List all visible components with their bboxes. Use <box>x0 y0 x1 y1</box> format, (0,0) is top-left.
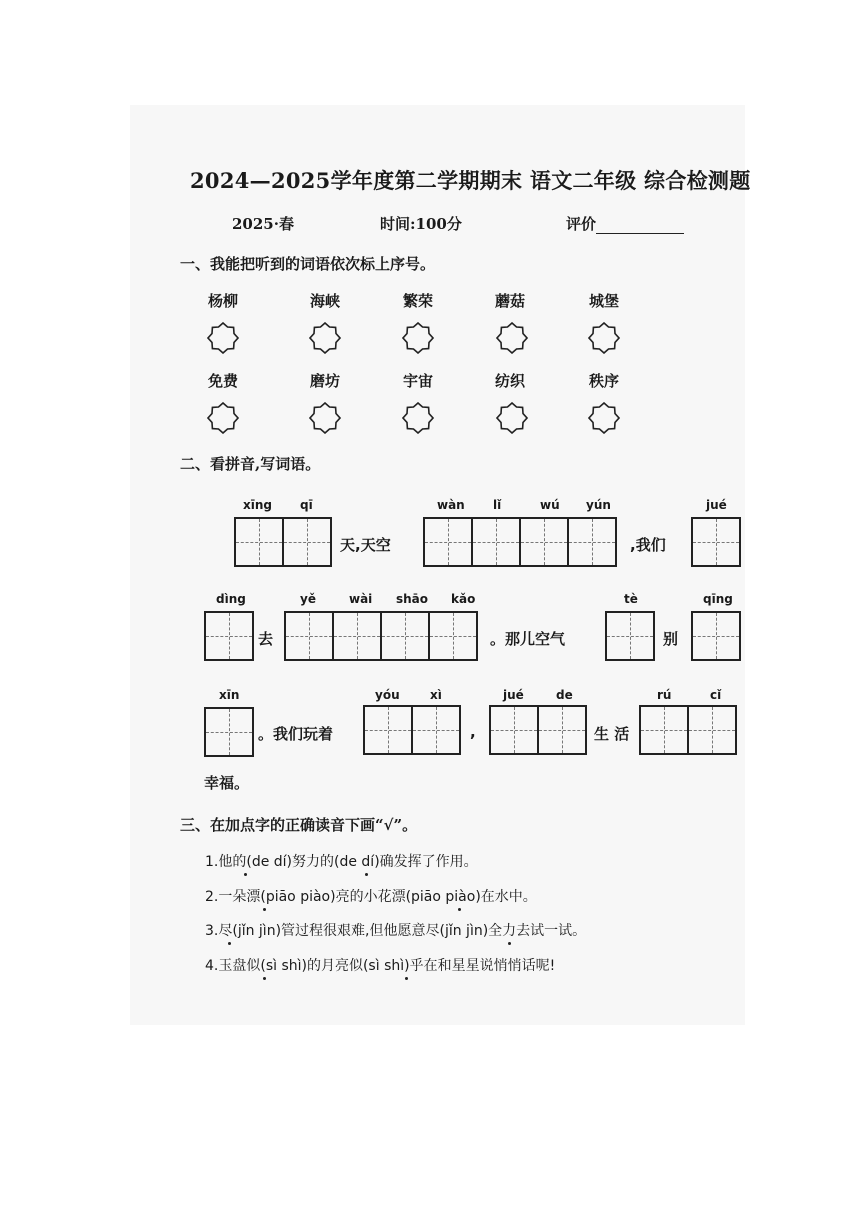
pinyin-label: xīn <box>219 688 240 702</box>
sentence-text: 幸福。 <box>204 774 250 792</box>
writing-cell[interactable] <box>332 611 382 661</box>
writing-cell[interactable] <box>489 705 539 755</box>
pinyin-label: xì <box>430 688 442 702</box>
writing-cell[interactable] <box>234 517 284 567</box>
pinyin-label: rú <box>657 688 672 702</box>
writing-cell[interactable] <box>423 517 473 567</box>
word-item: 海峡 <box>310 292 341 310</box>
writing-cell[interactable] <box>691 517 741 567</box>
pinyin-label: cǐ <box>710 688 722 702</box>
answer-star-icon[interactable] <box>588 322 620 354</box>
writing-cell[interactable] <box>363 705 413 755</box>
emphasis-dot <box>263 908 266 911</box>
emphasis-dot <box>263 977 266 980</box>
pinyin-label: wàn <box>437 498 465 512</box>
writing-grid[interactable] <box>489 705 585 755</box>
answer-star-icon[interactable] <box>207 322 239 354</box>
pinyin-label: kǎo <box>451 592 476 606</box>
sentence-text: 。那儿空气 <box>490 630 566 648</box>
writing-cell[interactable] <box>204 611 254 661</box>
sentence-text: , <box>470 723 476 741</box>
sentence-text: 天,天空 <box>340 536 391 554</box>
section-2-heading: 二、看拼音,写词语。 <box>180 455 321 473</box>
question-line: 1.他的(de dí)努力的(de dí)确发挥了作用。 <box>205 854 478 870</box>
pinyin-label: wú <box>540 498 560 512</box>
word-item: 磨坊 <box>310 372 341 390</box>
pinyin-label: lǐ <box>493 498 502 512</box>
pinyin-label: yě <box>300 592 316 606</box>
question-line: 4.玉盘似(sì shì)的月亮似(sì shì)乎在和星星说悄悄话呢! <box>205 958 556 974</box>
answer-star-icon[interactable] <box>496 402 528 434</box>
answer-star-icon[interactable] <box>588 402 620 434</box>
sentence-text: 。我们玩着 <box>258 725 334 743</box>
writing-grid[interactable] <box>605 611 653 661</box>
answer-star-icon[interactable] <box>402 322 434 354</box>
writing-cell[interactable] <box>282 517 332 567</box>
answer-star-icon[interactable] <box>402 402 434 434</box>
term-label: 2025·春 <box>232 215 294 233</box>
writing-cell[interactable] <box>411 705 461 755</box>
exam-title: 2024—2025学年度第二学期期末 语文二年级 综合检测题 <box>190 168 751 193</box>
evaluation-blank[interactable] <box>596 219 684 234</box>
writing-cell[interactable] <box>605 611 655 661</box>
writing-cell[interactable] <box>519 517 569 567</box>
writing-grid[interactable] <box>204 707 252 757</box>
writing-grid[interactable] <box>234 517 330 567</box>
writing-grid[interactable] <box>423 517 615 567</box>
emphasis-dot <box>244 873 247 876</box>
time-label: 时间:100分 <box>380 215 462 233</box>
pinyin-label: tè <box>624 592 638 606</box>
emphasis-dot <box>365 873 368 876</box>
writing-cell[interactable] <box>567 517 617 567</box>
pinyin-label: shāo <box>396 592 429 606</box>
pinyin-label: jué <box>706 498 727 512</box>
answer-star-icon[interactable] <box>309 322 341 354</box>
evaluation-label: 评价 <box>566 215 597 233</box>
sentence-text: ,我们 <box>630 536 666 554</box>
emphasis-dot <box>458 908 461 911</box>
sentence-text: 生 活 <box>594 725 630 743</box>
emphasis-dot <box>405 977 408 980</box>
answer-star-icon[interactable] <box>207 402 239 434</box>
writing-grid[interactable] <box>691 611 739 661</box>
word-item: 纺织 <box>495 372 526 390</box>
writing-cell[interactable] <box>639 705 689 755</box>
word-item: 城堡 <box>589 292 620 310</box>
question-line: 2.一朵漂(piāo piào)亮的小花漂(piāo piào)在水中。 <box>205 889 537 905</box>
pinyin-label: dìng <box>216 592 246 606</box>
writing-grid[interactable] <box>691 517 739 567</box>
pinyin-label: wài <box>349 592 373 606</box>
writing-cell[interactable] <box>204 707 254 757</box>
question-line: 3.尽(jǐn jìn)管过程很艰难,但他愿意尽(jǐn jìn)全力去试一试。 <box>205 923 587 939</box>
writing-grid[interactable] <box>639 705 735 755</box>
writing-cell[interactable] <box>537 705 587 755</box>
word-item: 繁荣 <box>403 292 434 310</box>
writing-cell[interactable] <box>428 611 478 661</box>
writing-cell[interactable] <box>691 611 741 661</box>
writing-grid[interactable] <box>204 611 252 661</box>
word-item: 宇宙 <box>403 372 434 390</box>
writing-cell[interactable] <box>471 517 521 567</box>
word-item: 秩序 <box>589 372 620 390</box>
answer-star-icon[interactable] <box>309 402 341 434</box>
pinyin-label: xīng <box>243 498 272 512</box>
pinyin-label: jué <box>503 688 524 702</box>
sentence-text: 去 <box>258 630 274 648</box>
writing-cell[interactable] <box>687 705 737 755</box>
emphasis-dot <box>508 942 511 945</box>
pinyin-label: yún <box>586 498 611 512</box>
answer-star-icon[interactable] <box>496 322 528 354</box>
pinyin-label: qī <box>300 498 313 512</box>
word-item: 免费 <box>208 372 239 390</box>
writing-cell[interactable] <box>284 611 334 661</box>
evaluation-field[interactable] <box>566 213 684 234</box>
pinyin-label: de <box>556 688 573 702</box>
writing-grid[interactable] <box>284 611 476 661</box>
sentence-text: 别 <box>663 630 679 648</box>
word-item: 杨柳 <box>208 292 239 310</box>
pinyin-label: qīng <box>703 592 733 606</box>
section-3-heading: 三、在加点字的正确读音下画“√”。 <box>180 816 418 834</box>
section-1-heading: 一、我能把听到的词语依次标上序号。 <box>180 255 436 273</box>
emphasis-dot <box>228 942 231 945</box>
writing-cell[interactable] <box>380 611 430 661</box>
word-item: 蘑菇 <box>495 292 526 310</box>
pinyin-label: yóu <box>375 688 400 702</box>
writing-grid[interactable] <box>363 705 459 755</box>
